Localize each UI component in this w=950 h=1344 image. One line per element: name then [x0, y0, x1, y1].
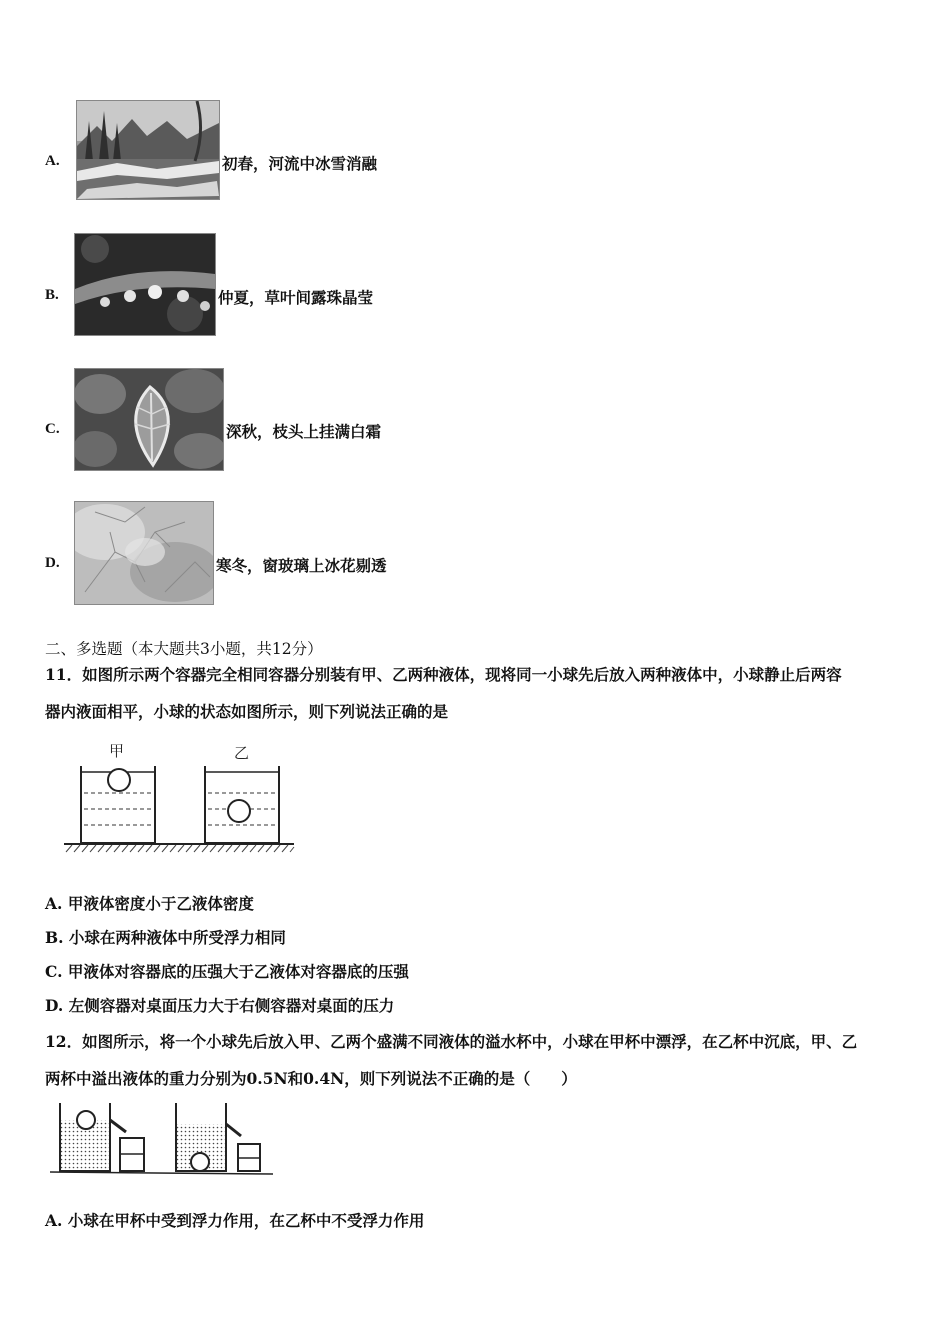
option-text: 仲夏，草叶间露珠晶莹: [218, 288, 374, 307]
q11-option-a: [45, 892, 254, 914]
section-heading: 二、多选题（本大题共3小题，共12分）: [45, 640, 323, 658]
window-ice-photo-icon: [74, 501, 214, 605]
q11-stem-line2: 器内液面相平，小球的状态如图所示，则下列说法正确的是: [45, 702, 449, 721]
dewdrops-photo-icon: [74, 233, 216, 336]
option-letter: C.: [45, 421, 60, 437]
option-letter: A.: [45, 153, 60, 169]
option-text: 小球在甲杯中受到浮力作用，在乙杯中不受浮力作用: [67, 1211, 425, 1230]
q12-figure: [48, 1098, 276, 1180]
option-text: 甲液体对容器底的压强大于乙液体对容器底的压强: [67, 962, 409, 981]
option-text: 左侧容器对桌面压力大于右侧容器对桌面的压力: [68, 996, 395, 1015]
option-letter: A.: [45, 894, 63, 913]
ball-floating: [108, 769, 130, 791]
figure-label-jia: 甲: [109, 742, 125, 760]
option-letter: B.: [45, 287, 59, 303]
option-letter: C.: [45, 962, 63, 981]
river-thaw-photo-icon: [76, 100, 220, 200]
option-text: 甲液体密度小于乙液体密度: [67, 894, 254, 913]
q12-stem-line2: 两杯中溢出液体的重力分别为0.5N和0.4N，则下列说法不正确的是（ ）: [45, 1069, 577, 1088]
option-text: 寒冬，窗玻璃上冰花剔透: [216, 556, 387, 575]
option-letter: A.: [45, 1211, 63, 1230]
option-letter: B.: [45, 928, 64, 947]
option-text: 初春，河流中冰雪消融: [222, 154, 378, 173]
figure-label-yi: 乙: [234, 744, 250, 762]
option-text: 小球在两种液体中所受浮力相同: [68, 928, 286, 947]
option-letter: D.: [45, 555, 60, 571]
q12-stem-line1: 12．如图所示，将一个小球先后放入甲、乙两个盛满不同液体的溢水杯中，小球在甲杯中漂浮，在乙杯中沉底，甲、乙: [45, 1032, 858, 1051]
q11-stem-line1: 11．如图所示两个容器完全相同容器分别装有甲、乙两种液体，现将同一小球先后放入两种液体中，小球静止后两容: [45, 665, 842, 684]
ball-floating: [77, 1111, 95, 1129]
q11-figure: [62, 738, 297, 856]
ball-sunk: [191, 1153, 209, 1171]
ball-suspended: [228, 800, 250, 822]
frost-leaves-photo-icon: [74, 368, 224, 471]
option-text: 深秋，枝头上挂满白霜: [226, 422, 382, 441]
q11-option-d: [45, 994, 394, 1016]
q11-option-c: [45, 960, 409, 982]
option-letter: D.: [45, 996, 64, 1015]
q12-option-a: [45, 1209, 424, 1231]
q11-option-b: [45, 926, 286, 948]
